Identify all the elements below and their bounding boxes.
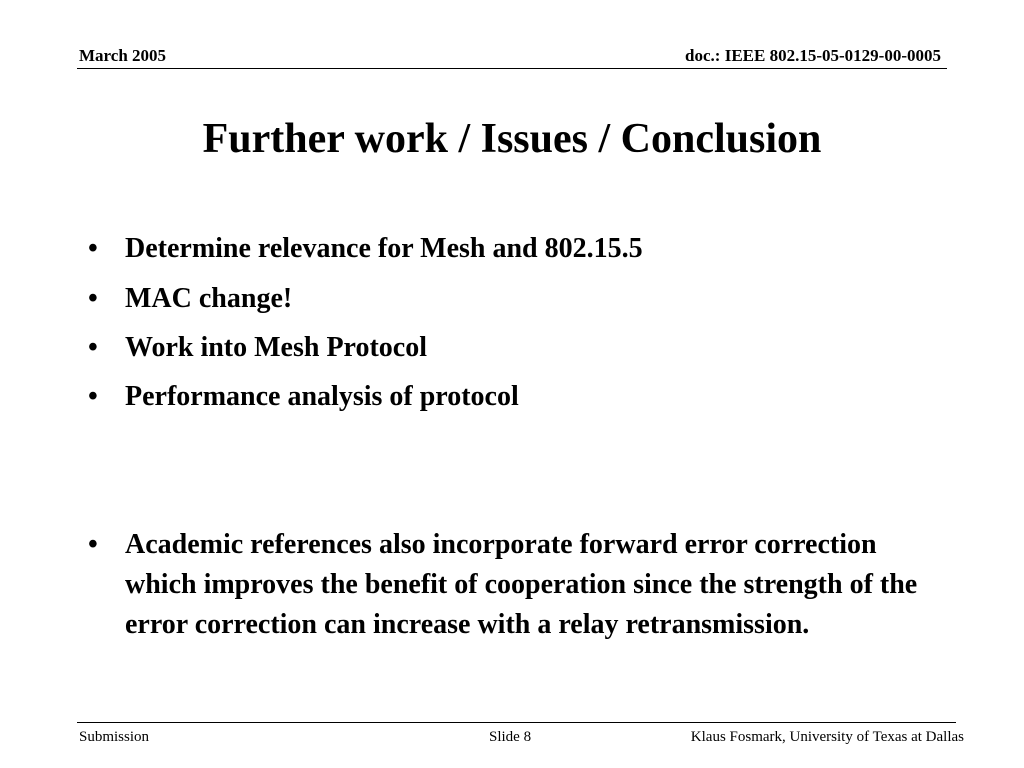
bullet-icon: • (88, 233, 98, 264)
bullet-icon: • (88, 283, 98, 314)
footer-slide-number: Slide 8 (489, 729, 532, 745)
bullet-icon: • (88, 332, 98, 363)
header-divider (77, 68, 947, 69)
bullet-text: MAC change! (125, 283, 293, 314)
slide-title: Further work / Issues / Conclusion (202, 116, 822, 162)
bullet-icon: • (88, 529, 98, 560)
footer-submission: Submission (79, 729, 150, 745)
header-doc-id: doc.: IEEE 802.15-05-0129-00-0005 (685, 46, 941, 65)
header-date: March 2005 (79, 46, 167, 65)
bullet-text: Performance analysis of protocol (125, 381, 519, 412)
bullet-text: Work into Mesh Protocol (125, 332, 428, 363)
bullet-text: Determine relevance for Mesh and 802.15.5 (125, 233, 643, 264)
footer-author: Klaus Fosmark, University of Texas at Dallas (690, 729, 964, 745)
bullet-icon: • (88, 381, 98, 412)
conclusion-paragraph (88, 525, 925, 645)
footer-divider (77, 722, 956, 723)
conclusion-text: Academic references also incorporate forward error correction which improves the benefit of cooperation since the strength of the error correction can increase with a relay retransmission. (125, 529, 918, 640)
